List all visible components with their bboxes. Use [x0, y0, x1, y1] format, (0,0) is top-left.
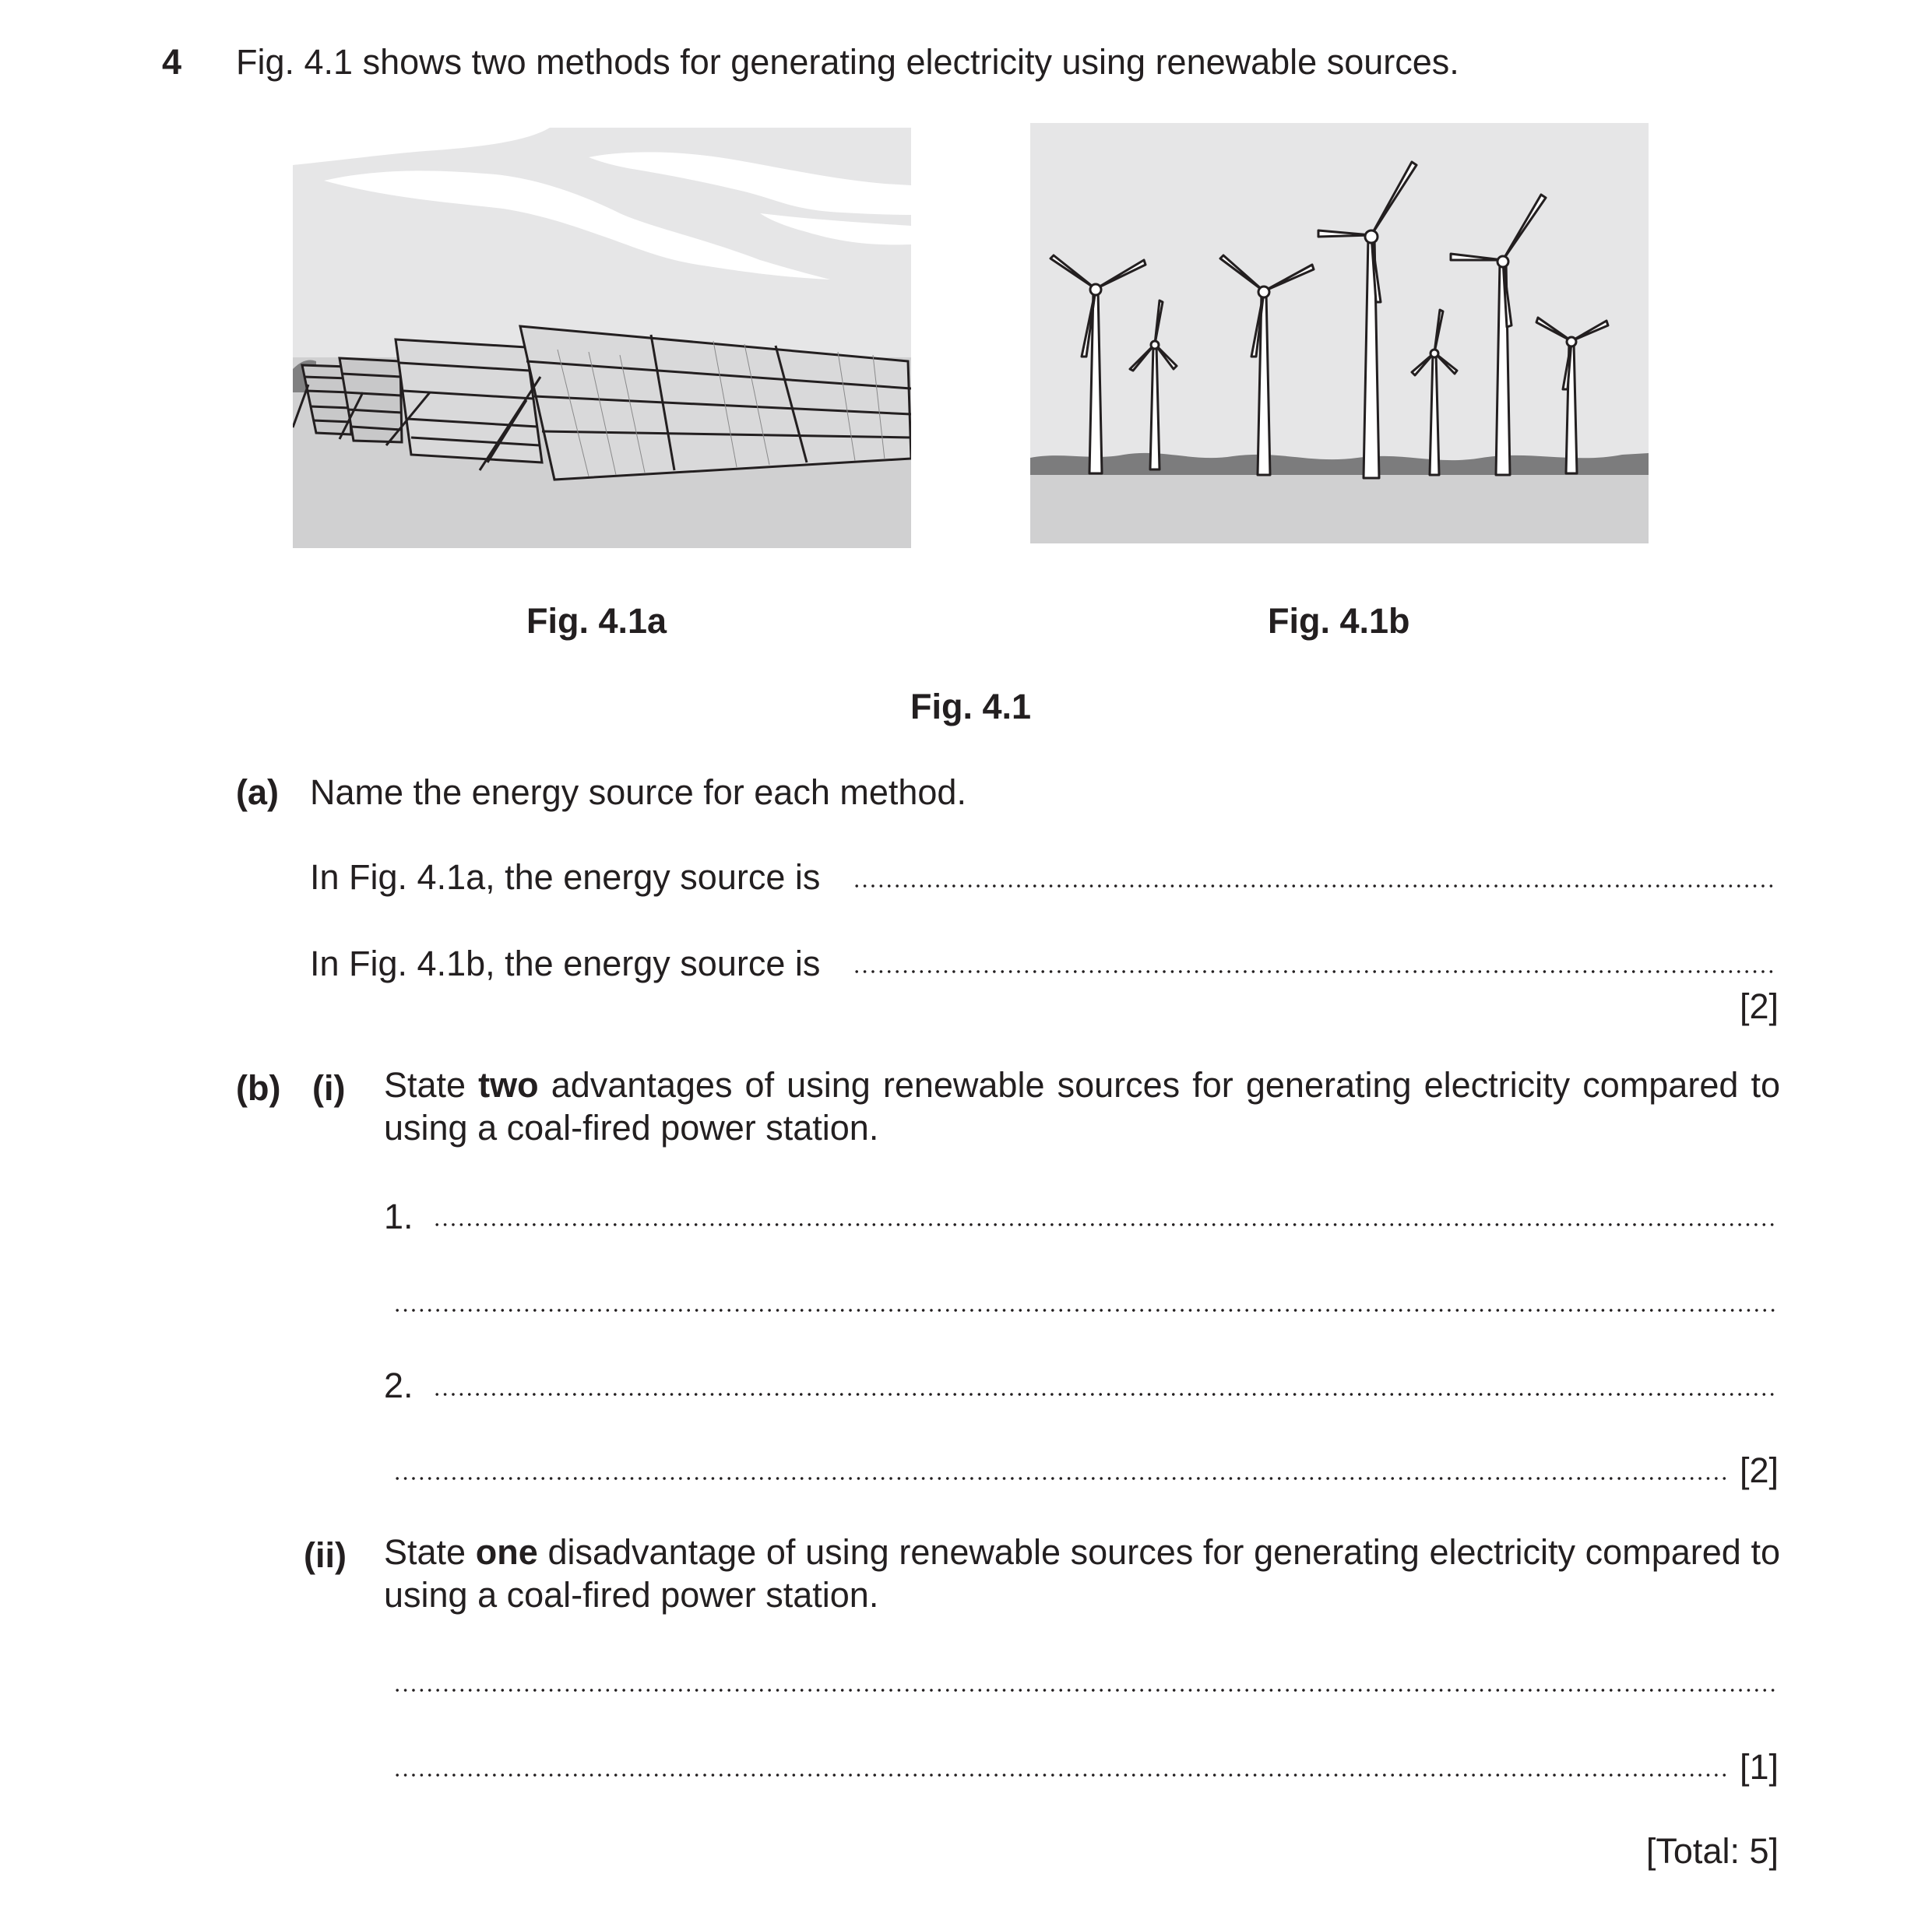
part-b-ii-marks: [1] [1739, 1747, 1779, 1787]
part-b-i-prompt: State two advantages of using renewable sources for generating electricity compared to using a coal-fired power station. [384, 1065, 1780, 1148]
answer-line-b-i-2b[interactable] [393, 1477, 1726, 1480]
part-b-i-marks: [2] [1739, 1450, 1779, 1490]
item-1-label: 1. [384, 1197, 413, 1236]
item-2-label: 2. [384, 1366, 413, 1405]
question-intro: Fig. 4.1 shows two methods for generating electricity using renewable sources. [236, 42, 1459, 82]
caption-fig-4-1a: Fig. 4.1a [526, 601, 667, 641]
part-a-line1-label: In Fig. 4.1a, the energy source is [310, 857, 821, 897]
solar-panels-illustration [293, 128, 911, 548]
part-b-label: (b) [236, 1068, 281, 1108]
caption-fig-4-1: Fig. 4.1 [910, 687, 1032, 726]
part-b-ii-label: (ii) [304, 1535, 347, 1575]
answer-line-b-i-1b[interactable] [393, 1309, 1777, 1312]
answer-line-a2[interactable] [853, 970, 1777, 973]
answer-line-b-ii-2[interactable] [393, 1774, 1726, 1777]
part-b-ii-prompt: State one disadvantage of using renewable sources for generating electricity compared to using a coal-fired power station. [384, 1532, 1780, 1615]
caption-fig-4-1b: Fig. 4.1b [1268, 601, 1410, 641]
part-a-prompt: Name the energy source for each method. [310, 772, 966, 812]
answer-line-a1[interactable] [853, 884, 1777, 888]
answer-line-b-ii-1[interactable] [393, 1689, 1777, 1692]
answer-line-b-i-1a[interactable] [433, 1223, 1777, 1226]
question-number: 4 [162, 42, 182, 82]
part-a-label: (a) [236, 772, 279, 812]
part-a-line2-label: In Fig. 4.1b, the energy source is [310, 944, 821, 983]
part-b-i-label: (i) [312, 1068, 346, 1108]
total-marks: [Total: 5] [1645, 1831, 1779, 1871]
part-a-marks: [2] [1739, 986, 1779, 1026]
wind-turbines-illustration [1030, 123, 1649, 543]
answer-line-b-i-2a[interactable] [433, 1393, 1777, 1396]
